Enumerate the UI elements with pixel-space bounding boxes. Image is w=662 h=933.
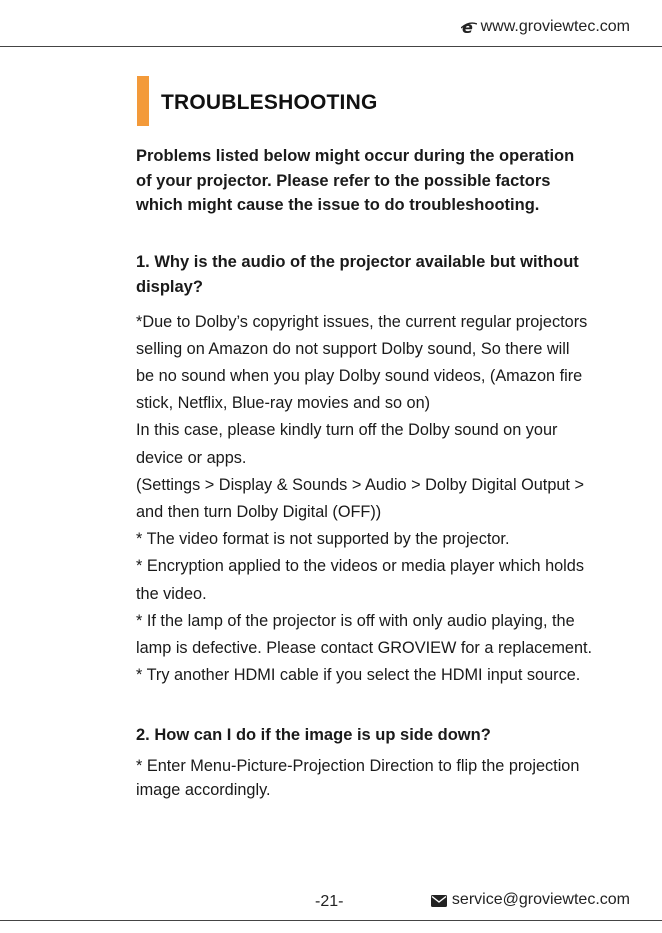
answer-line: be no sound when you play Dolby sound videos, (Amazon fire <box>136 366 583 385</box>
page-header <box>461 18 630 36</box>
answer-line: and then turn Dolby Digital (OFF)) <box>136 502 382 521</box>
svg-text:e: e <box>461 19 473 35</box>
question-line: display? <box>136 277 203 296</box>
page-number: -21- <box>315 893 344 910</box>
envelope-icon <box>431 894 447 906</box>
answer-line: device or apps. <box>136 448 247 467</box>
question-1 <box>136 250 642 300</box>
email-address: service@groviewtec.com <box>451 891 630 908</box>
intro-line: of your projector. Please refer to the possible factors <box>136 171 551 190</box>
footer-email <box>431 891 630 909</box>
footer-divider <box>0 920 662 921</box>
answer-line: * Try another HDMI cable if you select the HDMI input source. <box>136 666 581 685</box>
answer-line: * Encryption applied to the videos or media player which holds <box>136 557 584 576</box>
intro-paragraph <box>136 144 642 218</box>
answer-line: stick, Netflix, Blue-ray movies and so on) <box>136 394 431 413</box>
answer-line: image accordingly. <box>136 781 271 800</box>
intro-line: Problems listed below might occur during the operation <box>136 147 575 165</box>
answer-line: * Enter Menu-Picture-Projection Direction to flip the projection <box>136 757 580 776</box>
answer-2 <box>136 754 642 802</box>
page-content <box>136 144 642 802</box>
intro-line: which might cause the issue to do troubleshooting. <box>136 196 540 214</box>
section-heading <box>137 76 378 126</box>
answer-line: *Due to Dolby’s copyright issues, the current regular projectors <box>136 312 588 331</box>
answer-line: In this case, please kindly turn off the Dolby sound on your <box>136 421 558 440</box>
answer-line: * If the lamp of the projector is off with only audio playing, the <box>136 611 575 630</box>
answer-1 <box>136 309 642 690</box>
question-2 <box>136 723 642 748</box>
section-title: TROUBLESHOOTING <box>161 90 378 114</box>
question-line: 1. Why is the audio of the projector available but without <box>136 252 579 271</box>
answer-line: the video. <box>136 584 207 603</box>
answer-line: (Settings > Display & Sounds > Audio > Dolby Digital Output > <box>136 475 584 494</box>
website-url: www.groviewtec.com <box>480 18 630 35</box>
answer-line: * The video format is not supported by the projector. <box>136 530 510 549</box>
question-line: 2. How can I do if the image is up side down? <box>136 726 491 745</box>
e-globe-icon <box>461 19 477 35</box>
answer-line: selling on Amazon do not support Dolby sound, So there will <box>136 339 570 358</box>
heading-accent-bar <box>137 76 149 126</box>
header-divider <box>0 46 662 47</box>
answer-line: lamp is defective. Please contact GROVIEW for a replacement. <box>136 638 593 657</box>
